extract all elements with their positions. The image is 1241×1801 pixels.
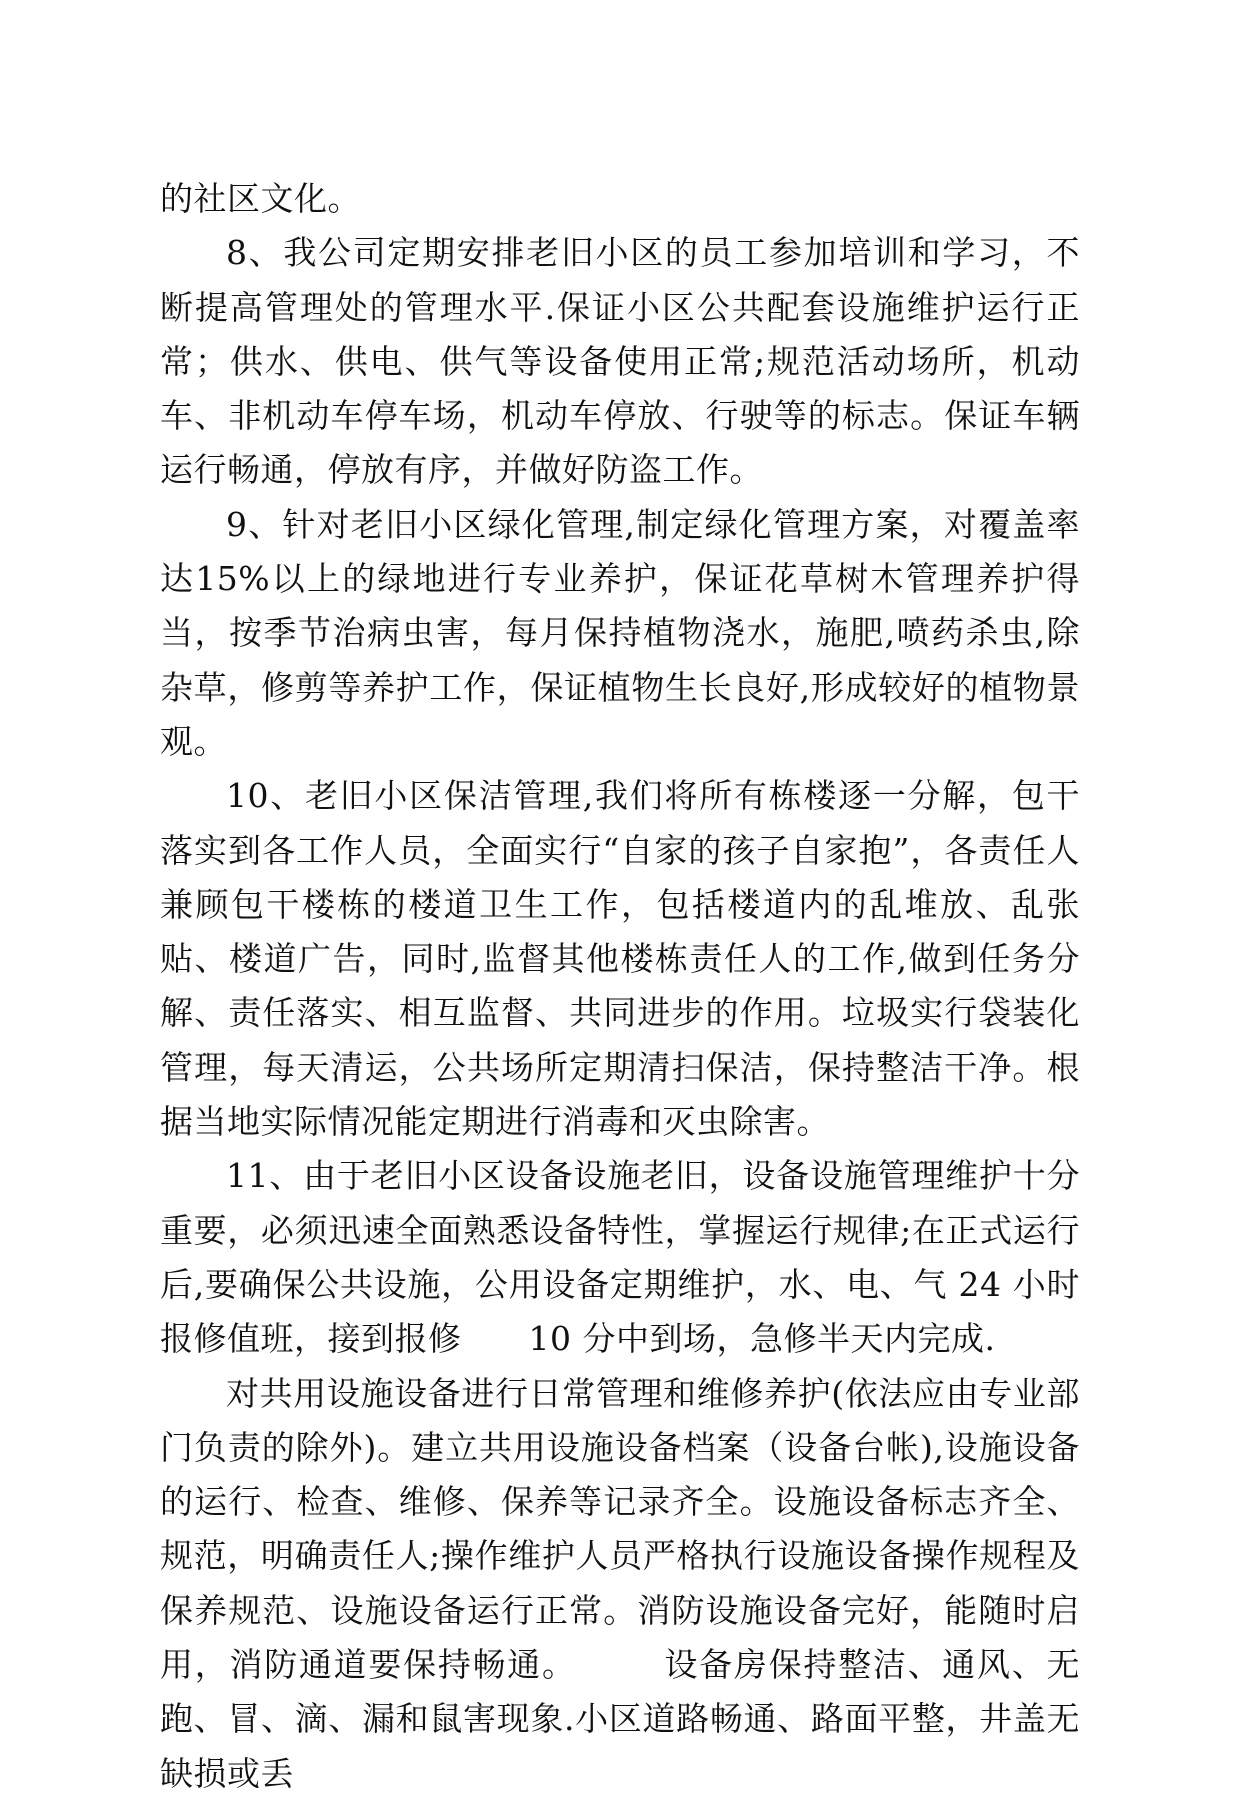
paragraph-item-10: 10、老旧小区保洁管理,我们将所有栋楼逐一分解，包干落实到各工作人员，全面实行“自家的孩子自家抱”，各责任人兼顾包干楼栋的楼道卫生工作，包括楼道内的乱堆放、乱张贴、楼道广告，同时,监督其他楼栋责任人的工作,做到任务分解、责任落实、相互监督、共同进步的作用。垃圾实行袋装化管理，每天清运，公共场所定期清扫保洁，保持整洁干净。根据当地实际情况能定期进行消毒和灭虫除害。 bbox=[160, 776, 1080, 1142]
document-body bbox=[160, 172, 1080, 1801]
paragraph-continuation: 的社区文化。 bbox=[160, 179, 361, 218]
paragraph-item-11: 11、由于老旧小区设备设施老旧，设备设施管理维护十分重要，必须迅速全面熟悉设备特性，掌握运行规律;在正式运行后,要确保公共设施，公用设备定期维护，水、电、气 24 小时报修值班，接到报修 10 分中到场，急修半天内完成. bbox=[160, 1156, 1080, 1359]
paragraph-item-8: 8、我公司定期安排老旧小区的员工参加培训和学习，不断提高管理处的管理水平.保证小区公共配套设施维护运行正常；供水、供电、供气等设备使用正常;规范活动场所，机动车、非机动车停车场，机动车停放、行驶等的标志。保证车辆运行畅通，停放有序，并做好防盗工作。 bbox=[160, 233, 1080, 490]
paragraph-item-9: 9、针对老旧小区绿化管理,制定绿化管理方案，对覆盖率达15%以上的绿地进行专业养护，保证花草树木管理养护得当，按季节治病虫害，每月保持植物浇水，施肥,喷药杀虫,除杂草，修剪等养护工作，保证植物生长良好,形成较好的植物景观。 bbox=[160, 504, 1080, 761]
paragraph-facilities: 对共用设施设备进行日常管理和维修养护(依法应由专业部门负责的除外)。建立共用设施设备档案（设备台帐),设施设备的运行、检查、维修、保养等记录齐全。设施设备标志齐全、规范，明确责任人;操作维护人员严格执行设施设备操作规程及保养规范、设施设备运行正常。消防设施设备完好，能随时启用，消防通道要保持畅通。 设备房保持整洁、通风、无跑、冒、滴、漏和鼠害现象.小区道路畅通、路面平整，井盖无缺损或丢 bbox=[160, 1373, 1080, 1793]
